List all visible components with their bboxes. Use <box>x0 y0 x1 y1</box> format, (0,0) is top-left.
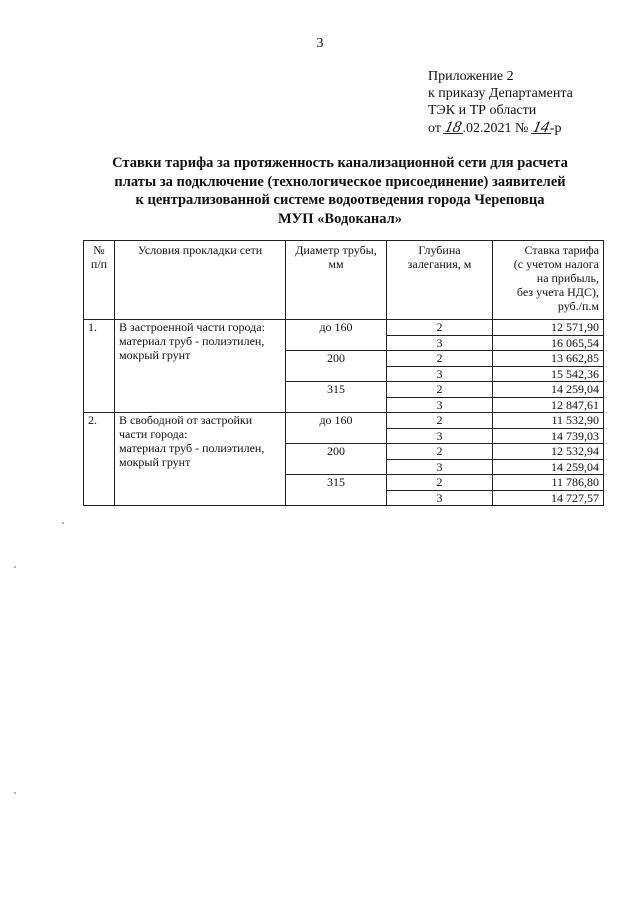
date-prefix: от <box>428 121 441 136</box>
pipe-diameter: 315 <box>286 475 387 506</box>
pipe-diameter: до 160 <box>286 413 387 444</box>
header-diameter: Диаметр трубы, мм <box>286 241 387 320</box>
rate-value: 14 739,03 <box>493 428 604 444</box>
table-header-row <box>84 241 604 320</box>
pipe-diameter: 200 <box>286 444 387 475</box>
rate-value: 14 259,04 <box>493 382 604 398</box>
title-line-3: к централизованной системе водоотведения города Череповца <box>135 192 545 208</box>
pipe-diameter: до 160 <box>286 320 387 351</box>
depth-value: 2 <box>387 320 493 336</box>
laying-conditions: В застроенной части города: материал труб - полиэтилен, мокрый грунт <box>115 320 286 413</box>
rate-value: 11 786,80 <box>493 475 604 491</box>
depth-value: 2 <box>387 382 493 398</box>
table-row <box>84 320 604 336</box>
depth-value: 3 <box>387 397 493 413</box>
rate-value: 12 847,61 <box>493 397 604 413</box>
depth-value: 2 <box>387 413 493 429</box>
depth-value: 3 <box>387 335 493 351</box>
page-number: 3 <box>316 36 324 51</box>
row-number: 1. <box>84 320 115 413</box>
rate-value: 11 532,90 <box>493 413 604 429</box>
rate-value: 14 727,57 <box>493 490 604 506</box>
depth-value: 3 <box>387 490 493 506</box>
depth-value: 2 <box>387 351 493 367</box>
rate-value: 13 662,85 <box>493 351 604 367</box>
depth-value: 2 <box>387 475 493 491</box>
depth-value: 3 <box>387 366 493 382</box>
order-suffix: -р <box>549 121 562 136</box>
row-number: 2. <box>84 413 115 506</box>
handwritten-day: 18 <box>443 119 464 136</box>
rate-value: 16 065,54 <box>493 335 604 351</box>
depth-value: 3 <box>387 459 493 475</box>
table-row <box>84 413 604 429</box>
pipe-diameter: 200 <box>286 351 387 382</box>
date-middle: .02.2021 № <box>462 121 529 136</box>
rate-value: 12 571,90 <box>493 320 604 336</box>
depth-value: 2 <box>387 444 493 460</box>
title-line-1: Ставки тарифа за протяженность канализационной сети для расчета <box>112 155 568 171</box>
header-num: № п/п <box>84 241 115 320</box>
rate-value: 15 542,36 <box>493 366 604 382</box>
department-name: ТЭК и ТР области <box>428 103 537 118</box>
header-rate: Ставка тарифа (с учетом налога на прибыль, без учета НДС), руб./п.м <box>493 241 604 320</box>
title-line-4: МУП «Водоканал» <box>277 210 403 227</box>
order-reference: к приказу Департамента <box>428 86 573 101</box>
rate-value: 12 532,94 <box>493 444 604 460</box>
header-depth: Глубина залегания, м <box>387 241 493 320</box>
appendix-header <box>428 68 573 137</box>
header-conditions: Условия прокладки сети <box>115 241 286 320</box>
rate-value: 14 259,04 <box>493 459 604 475</box>
handwritten-order-number: 14 <box>530 119 551 136</box>
scan-speck <box>14 566 16 568</box>
title-line-2: платы за подключение (технологическое присоединение) заявителей <box>114 173 566 190</box>
pipe-diameter: 315 <box>286 382 387 413</box>
tariff-table <box>83 240 604 506</box>
laying-conditions: В свободной от застройки части города: материал труб - полиэтилен, мокрый грунт <box>115 413 286 506</box>
scan-speck <box>62 522 64 524</box>
document-title <box>60 154 620 228</box>
depth-value: 3 <box>387 428 493 444</box>
appendix-label: Приложение 2 <box>428 69 514 84</box>
scan-speck <box>14 792 16 794</box>
order-date-number <box>428 119 573 137</box>
